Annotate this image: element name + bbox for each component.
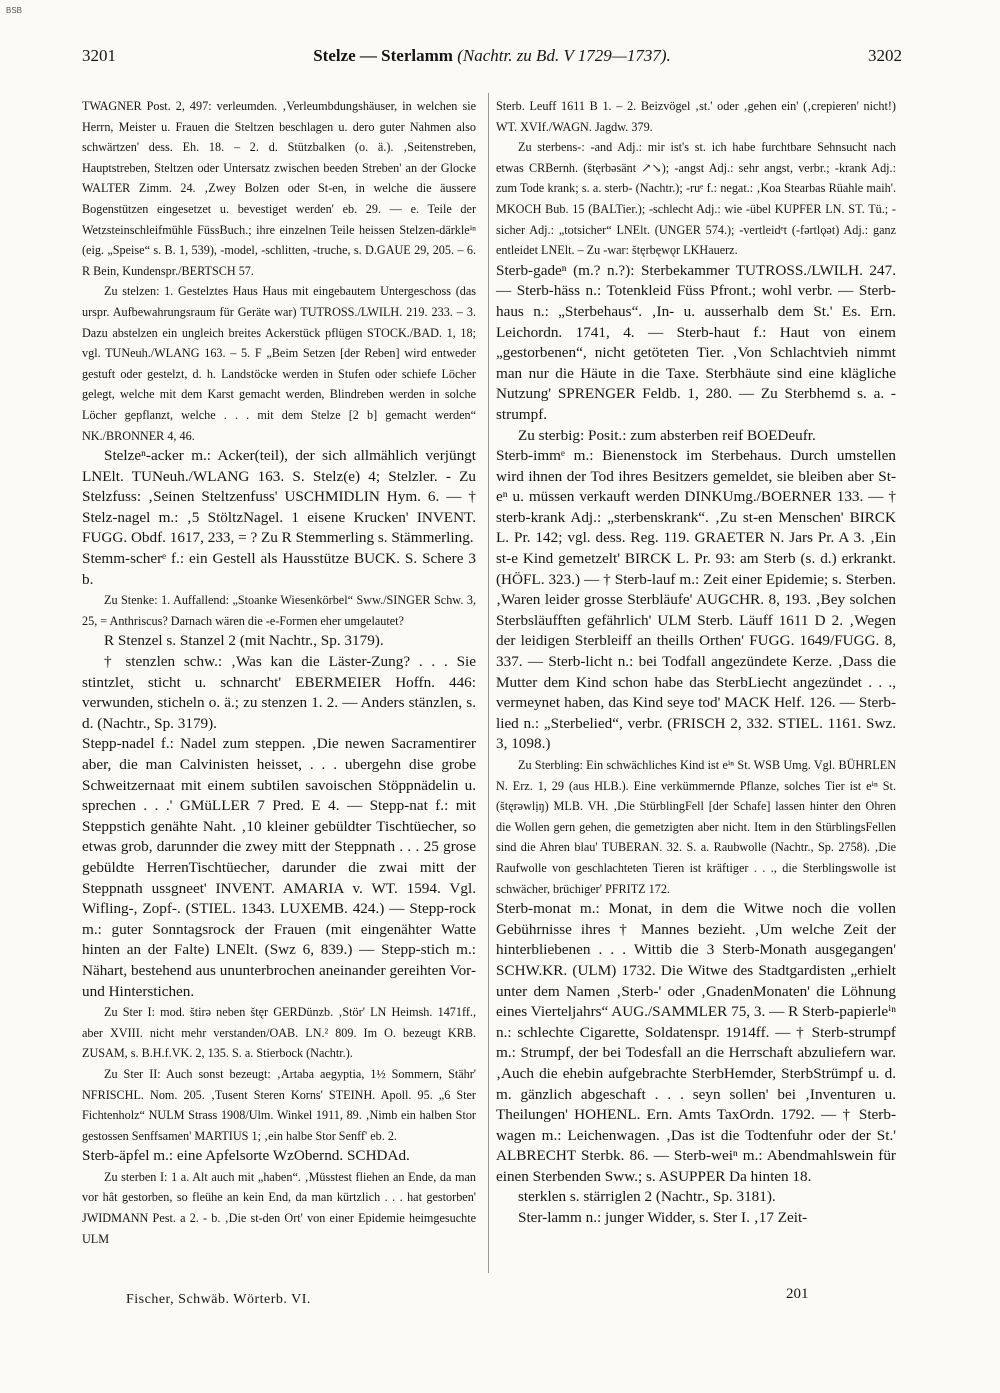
entry-paragraph: Sterb. Leuff 1611 B 1. – 2. Beizvögel ‚st.' oder ‚gehen ein' (‚crepieren' nicht!) WT. XVIf./WAGN. Jagdw. 379.	[496, 99, 896, 134]
right-column	[496, 96, 896, 1229]
left-column	[82, 96, 476, 1249]
sheet-number: 201	[786, 1286, 809, 1302]
entry-paragraph: Sterb-äpfel m.: eine Apfelsorte WzObernd. SCHDAd.	[82, 1147, 410, 1165]
entry-paragraph: † stenzlen schw.: ‚Was kan die Läster-Zung? . . . Sie stintzlet, sticht u. schnarcht' EBERMEIER Hoffn. 446: verwunden, sticheln o. ä.; zu stenzen 1. 2. — Anders stänzlen, s. d. (Nachtr., Sp. 3179).	[82, 653, 476, 732]
entry-paragraph: Zu sterbig: Posit.: zum absterben reif BOEDeufr.	[518, 426, 816, 444]
running-title	[82, 46, 902, 66]
entry-paragraph: TWAGNER Post. 2, 497: verleumden. ‚Verleumbdungshäuser, in welchen sie Herrn, Meister u. Frauen die Steltzen beschlagen u. dero guter Nahmen also schwärtzen' dess. Eh. 18. – 2. d. Stützbalken (o. ä.). ‚Seitenstreben, Hauptstreben, Steltzen oder Untersatz zwischen beeden Streben' an der Glocke WALTER Zimm. 24. ‚Zwey Bolzen oder St-en, in welche die äussere Bogenstützen eingesetzet u. bevestiget werden' eb. 29. — e. Teile der Wetzsteinschleifmühle FüssBuch.; ihre einzelnen Teile heissen Stelzen-därkleⁱⁿ (eig. „Speise“ s. B. 1, 539), -model, -schlitten, -truche, s. D.GAUE 29, 205. – 6. R Bein, Kundenspr./BERTSCH 57.	[82, 99, 476, 278]
entry-paragraph: Zu Ster I: mod. štirə neben štęr GERDünzb. ‚Stör' LN Heimsh. 1471ff., aber XVIII. nicht mehr verstanden/OAB. LN.² 809. Im O. bezeugt KRB. ZUSAM, s. B.H.f.VK. 2, 135. S. a. Stierbock (Nachtr.).	[82, 1005, 476, 1061]
entry-paragraph: Zu Ster II: Auch sonst bezeugt: ‚Artaba aegyptia, 1½ Sommern, Stähr' NFRISCHL. Nom. 205. ‚Tusent Steren Korns' STEINH. Apoll. 95. „6 Ster Fichtenholz“ NULM Strass 1908/Ulm. Winkel 1911, 89. ‚Nimb ein halben Stor gestossen Senffsamen' MARTIUS 1; ‚ein halbe Stor Senff' eb. 2.	[82, 1066, 476, 1143]
entry-paragraph: Stemm-scherᵉ f.: ein Gestell als Hausstütze BUCK. S. Schere 3 b.	[82, 550, 476, 588]
entry-paragraph: Zu Stenke: 1. Auffallend: „Stoanke Wiesenkörbel“ Sww./SINGER Schw. 3, 25, = Anthriscus? Darnach wären die -e-Formen eher umgelautet?	[82, 593, 476, 628]
entry-paragraph: Stepp-nadel f.: Nadel zum steppen. ‚Die newen Sacramentirer aber, die man Calvinisten heisset, . . . ubergehn dise grobe Schweitzernaat mit einem subtilen savoischen Stöppnädelin u. sprechen . . .' GMüLLER 7 Pred. E 4. — Stepp-nat f.: mit Steppstich genähte Naht. ‚10 kleiner gebüldter Tischtüecher, so etwas grob, darunnder die zwey mitt der Steppnath . . . 25 grose gebüldte HerrenTischtüecher, darunder die zwai mitt der Steppnath ussgneet' INVENT. AMARIA v. WT. 1594. Vgl. Wifling-, Zopf-. (STIEL. 1343. LUXEMB. 424.) — Stepp-rock m.: guter Sonntagsrock der Frauen (mit eingenähter Watte hinten an der Falte) LNElt. (Swz 6, 839.) — Stepp-stich m.: Nähart, bestehend aus ununterbrochen aneinander gereihten Vor- und Hinterstichen.	[82, 735, 476, 1000]
printer-signature: Fischer, Schwäb. Wörterb. VI.	[126, 1292, 311, 1307]
entry-paragraph: Ster-lamm n.: junger Widder, s. Ster I. ‚17 Zeit-	[518, 1209, 808, 1227]
entry-paragraph: Stelzeⁿ-acker m.: Acker(teil), der sich allmählich verjüngt LNElt. TUNeuh./WLANG 163. S. Stelz(e) 4; Stelzler. - Zu Stelzfuss: ‚Seinen Steltzenfuss' USCHMIDLIN Hym. 6. — † Stelz-nagel m.: ‚5 StöltzNagel. 1 eisene Krucken' INVENT. FUGG. Obdf. 1617, 233, = ? Zu R Stemmerling s. Stämmerling.	[82, 447, 476, 547]
entry-paragraph: Zu sterbens-: -and Adj.: mir ist's st. ich habe furchtbare Sehnsucht nach etwas CRBernh. (štęrbəsänt ↗↘); -angst Adj.: sehr angst, verbr.; -krank Adj.: zum Tode krank; s. a. sterb- (Nachtr.); -ruᵉ f.: negat.: ‚Koa Stearbas Rüahle maih'. MKOCH Bub. 15 (BALTier.); -schlecht Adj.: wie -übel KUPFER LN. ST. Tü.; -sicher Adj.: „totsicher“ LNElt. (UNGER 574.); -vertleidᵉt (-fərtlǫət) Adj.: ganz entleidet LNElt. – Zu -war: štęrbęwǫr LKHauerz.	[496, 140, 896, 258]
running-title-sub: (Nachtr. zu Bd. V 1729—1737).	[457, 46, 671, 65]
running-title-main: Stelze — Sterlamm	[313, 46, 453, 65]
page-number-right: 3202	[868, 46, 902, 65]
entry-paragraph: Sterb-monat m.: Monat, in dem die Witwe noch die vollen Gebührnisse ihres † Mannes bezieht. ‚Um welche Zeit der hinterbliebenen . . . Wittib die 3 Sterb-Monath ausgegangen' SCHW.KR. (ULM) 1732. Die Witwe des Stadtgardisten „erhielt unter dem Namen ‚Sterb-' oder ‚GnadenMonaten' die Löhnung eines Vierteljahrs“ AUG./SAMMLER 75, 3. — R Sterb-papierleⁱⁿ n.: schlechte Cigarette, Soldatenspr. 1914ff. — † Sterb-strumpf m.: Strumpf, der bei Todesfall an die Herrschaft abzuliefern war. ‚Auch die ehebin aufgebrachte SterbHemder, SterbStrümpf u. d. m. gänzlich abgeschaft . . . seyn sollen' bei ‚Inventuren u. Theilungen' HOHENL. Ern. Amts TaxOrdn. 1792. — † Sterb-wagen m.: Leichenwagen. ‚Das ist die Todtenfuhr oder der St.' ALBRECHT Sterbk. 86. — Sterb-weiⁿ m.: Abendmahlswein für einen Sterbenden Sww.; s. ASUPPER Da hinten 18.	[496, 900, 896, 1185]
column-divider	[488, 93, 489, 1273]
entry-paragraph: Zu stelzen: 1. Gestelztes Haus Haus mit eingebautem Untergeschoss (das urspr. Aufbewahrungsraum für Geräte war) TUTROSS./LWILH. 219. 233. – 3. Dazu abstelzen ein ungleich breites Ackerstück pflügen STOCK./BAD. 1, 18; vgl. TUNeuh./WLANG 163. – 5. F „Beim Setzen [der Reben] wird entweder gestuft oder gestelzt, d. h. Landstöcke werden in Stufen oder schiefe Löcher gelegt, welche mit dem Karst gemacht werden, Blindreben werden in solche Löcher gepflanzt, welche . . . mit dem Stelze [2 b] gemacht werden“ NK./BRONNER 4, 46.	[82, 284, 476, 443]
entry-paragraph: Sterb-gadeⁿ (m.? n.?): Sterbekammer TUTROSS./LWILH. 247. — Sterb-häss n.: Totenkleid Füss Pfront.; wohl verbr. — Sterb-haus n.: „Sterbehaus“. ‚In- u. ausserhalb dem St.' Es. Ern. Leichordn. 1741, 4. — Sterb-haut f.: Haut von einem „gestorbenen“, nicht getöteten Tier. ‚Von Schlachtvieh nimmt man nur die Häute in die Taxe. Sterbhäute sind eine klägliche Nutzung' SPRENGER Feldb. 1, 280. — Zu Sterbhemd s. a. -strumpf.	[496, 261, 896, 423]
entry-paragraph: Zu sterben I: 1 a. Alt auch mit „haben“. ‚Müsstest fliehen an Ende, da man vor hât gestorben, so fleühe an kein End, da man kürtzlich . . . hat gestorben' JWIDMANN Pest. a 2. - b. ‚Die st-den Ort' von einer Epidemie heimgesuchte ULM	[82, 1169, 476, 1246]
page-header	[82, 46, 902, 72]
entry-paragraph: R Stenzel s. Stanzel 2 (mit Nachtr., Sp. 3179).	[104, 632, 384, 650]
entry-paragraph: sterklen s. stärriglen 2 (Nachtr., Sp. 3181).	[518, 1188, 776, 1206]
entry-paragraph: Zu Sterbling: Ein schwächliches Kind ist eⁱⁿ St. WSB Umg. Vgl. BÜHRLEN N. Erz. 1, 29 (aus HLB.). Eine verkümmernde Pflanze, solches Tier ist eⁱⁿ St. (štęrəwlịŋ) MLB. VH. ‚Die StürblingFell [der Schafe] lassen hinter den Ohren die Wollen gern gehen, die gemetzigten aber nicht. Item in den StürblingsFellen sind die Ahren blau' TUBERAN. 32. S. a. Raubwolle (Nachtr., Sp. 2758). ‚Die Raufwolle von geschlachteten Tieren ist kräftiger . . ., die Sterblingswolle ist schwächer, brüchiger' PFRITZ 172.	[496, 758, 896, 896]
page-number-left: 3201	[82, 46, 116, 65]
library-corner-mark: BSB	[6, 6, 23, 15]
entry-paragraph: Sterb-immᵉ m.: Bienenstock im Sterbehaus. Durch umstellen wird ihnen der Tod ihres Besitzers gemeldet, sie bleiben aber St-eⁿ u. müssen verkauft werden DINKUmg./BOERNER 133. — † sterb-krank Adj.: „sterbenskrank“. ‚Zu st-en Menschen' BIRCK L. Pr. 142; vgl. dess. Reg. 119. GRAETER N. Jars Pr. A 3. ‚Ein st-e Kind gemetzelt' BIRCK L. Pr. 93: am Sterb (s. d.) erkrankt. (HÖFL. 323.) — † Sterb-lauf m.: Zeit einer Epidemie; s. Sterben. ‚Waren leider grosse Sterbläufe' AUGCHR. 8, 193. ‚Bey solchen Sterbsläufften gefährlich' ULM Sterb. Läuff 1611 D 2. ‚Wegen der leidigen Sterbleiff an theills Orthen' FUGG. 1649/FUGG. 8, 337. — Sterb-licht n.: bei Todfall angezündete Kerze. ‚Dass die Mutter dem Kind schon habe das SterbLiecht angezündet . . ., vermeynet haben, das Kind seye tod' MACK Helf. 126. — Sterb-lied n.: „Sterbelied“, verbr. (FRISCH 2, 332. STIEL. 1161. Swz. 3, 1098.)	[496, 447, 896, 753]
